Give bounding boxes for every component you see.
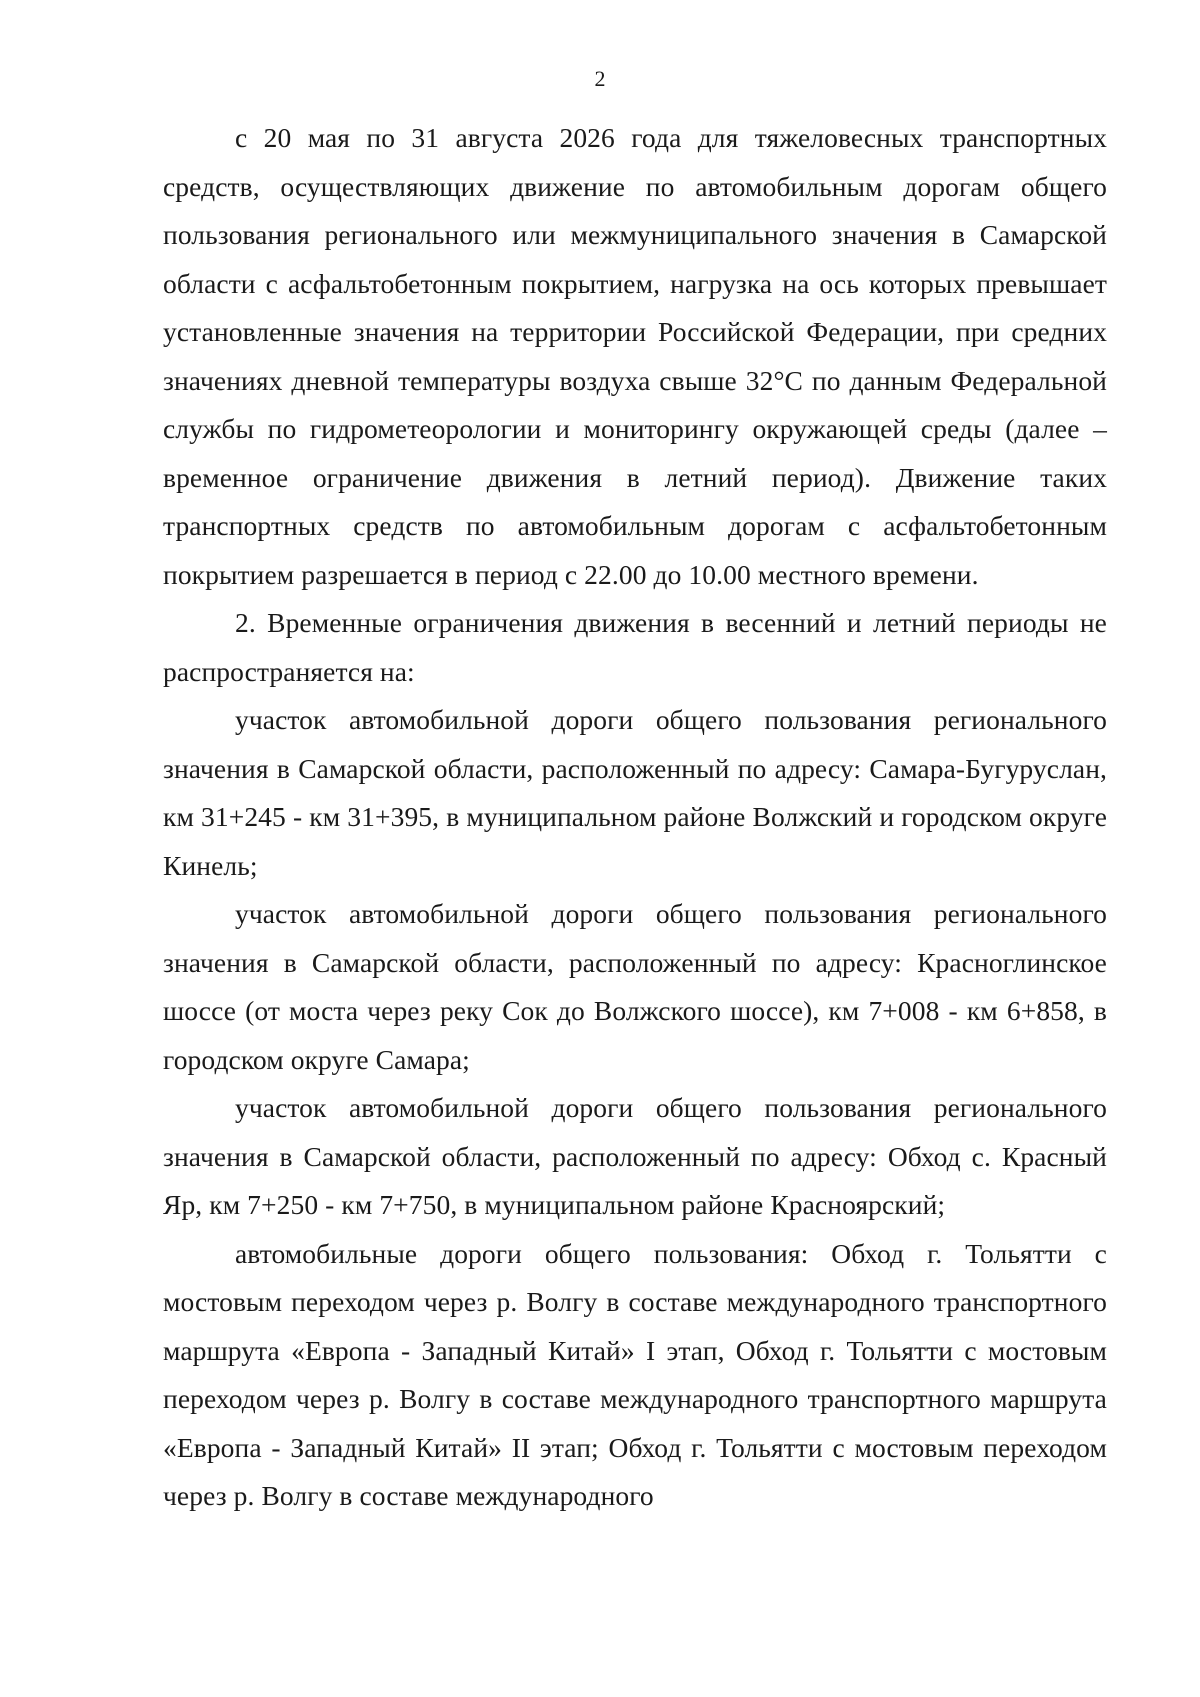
paragraph-item-2: 2. Временные ограничения движения в весенний и летний периоды не распространяется на: <box>163 607 1107 687</box>
paragraph-exception-krasny-yar: участок автомобильной дороги общего пользования регионального значения в Самарской области, расположенный по адресу: Обход с. Красный Яр, км 7+250 - км 7+750, в муниципальном районе Красноярский; <box>163 1092 1107 1220</box>
page-number: 2 <box>594 66 606 91</box>
paragraph-exception-samara-buguruslan: участок автомобильной дороги общего пользования регионального значения в Самарской области, расположенный по адресу: Самара-Бугуруслан, км 31+245 - км 31+395, в муниципальном районе Волжский и городском округе Кинель; <box>163 704 1107 881</box>
document-body <box>163 114 1107 1521</box>
paragraph-exception-tolyatti-bypass: автомобильные дороги общего пользования: Обход г. Тольятти с мостовым переходом через р. Волгу в составе международного транспортного маршрута «Европа - Западный Китай» I этап, Обход г. Тольятти с мостовым переходом через р. Волгу в составе международного транспортного маршрута «Европа - Западный Китай» II этап; Обход г. Тольятти с мостовым переходом через р. Волгу в составе международного <box>163 1237 1107 1511</box>
paragraph-summer-restriction: с 20 мая по 31 августа 2026 года для тяжеловесных транспортных средств, осуществляющих движение по автомобильным дорогам общего пользования регионального или межмуниципального значения в Самарской области с асфальтобетонным покрытием, нагрузка на ось которых превышает установленные значения на территории Российской Федерации, при средних значениях дневной температуры воздуха свыше 32°С по данным Федеральной службы по гидрометеорологии и мониторингу окружающей среды (далее – временное ограничение движения в летний период). Движение таких транспортных средств по автомобильным дорогам с асфальтобетонным покрытием разрешается в период с 22.00 до 10.00 местного времени. <box>163 122 1107 590</box>
paragraph-exception-krasnoglinskoe: участок автомобильной дороги общего пользования регионального значения в Самарской области, расположенный по адресу: Красноглинское шоссе (от моста через реку Сок до Волжского шоссе), км 7+008 - км 6+858, в городском округе Самара; <box>163 898 1107 1075</box>
